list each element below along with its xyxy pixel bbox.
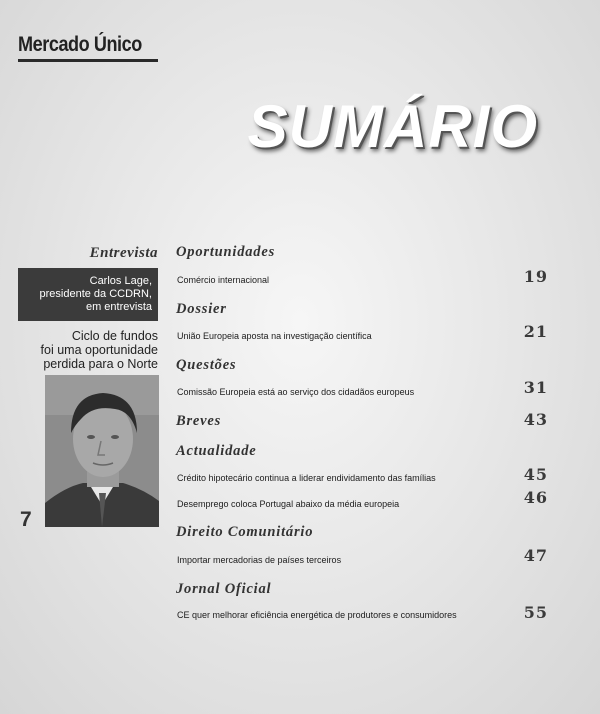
- portrait-illustration: [45, 375, 159, 527]
- entry-page-number: 31: [523, 378, 548, 397]
- section-dossier: Dossier: [176, 301, 227, 317]
- entry-page-number: 43: [523, 410, 548, 429]
- section-questoes: Questões: [176, 357, 237, 373]
- entry-title: CE quer melhorar eficiência energética de produtores e consumidores: [177, 610, 457, 620]
- feature-column: [18, 245, 158, 371]
- section-jornal-oficial: Jornal Oficial: [176, 581, 272, 597]
- entry-title: Importar mercadorias de países terceiros: [177, 555, 342, 565]
- entry-page-number: 55: [523, 603, 548, 622]
- headline-line: foi uma oportunidade: [40, 343, 158, 357]
- brand: [18, 33, 162, 62]
- caption-line: presidente da CCDRN,: [39, 288, 152, 300]
- section-breves: Breves: [176, 413, 222, 429]
- feature-headline[interactable]: [18, 329, 158, 371]
- feature-page-number: 7: [20, 508, 32, 531]
- feature-caption: [18, 268, 158, 321]
- portrait-photo: [45, 375, 159, 527]
- section-actualidade: Actualidade: [176, 443, 257, 459]
- headline-line: perdida para o Norte: [43, 357, 158, 371]
- entry-title: Desemprego coloca Portugal abaixo da média europeia: [177, 499, 400, 509]
- feature-section-label: Entrevista: [89, 245, 158, 261]
- entry-title: Comissão Europeia está ao serviço dos cidadãos europeus: [177, 387, 415, 397]
- brand-title: Mercado Único: [18, 33, 142, 56]
- section-oportunidades: Oportunidades: [176, 244, 276, 260]
- caption-line: em entrevista: [85, 301, 152, 313]
- brand-underline: [18, 59, 158, 62]
- entry-page-number: 21: [523, 322, 548, 341]
- section-direito-comunitario: Direito Comunitário: [176, 524, 314, 540]
- entry-page-number: 19: [523, 267, 548, 286]
- entry-title: Comércio internacional: [177, 275, 270, 285]
- caption-line: Carlos Lage,: [89, 275, 152, 287]
- entry-title: Crédito hipotecário continua a liderar endividamento das famílias: [177, 473, 436, 483]
- headline-line: Ciclo de fundos: [71, 329, 158, 343]
- entry-page-number: 45: [523, 465, 548, 484]
- entry-page-number: 46: [523, 488, 548, 507]
- page-title: SUMÁRIO: [247, 93, 538, 160]
- entry-title: União Europeia aposta na investigação científica: [177, 331, 372, 341]
- entry-page-number: 47: [523, 546, 548, 565]
